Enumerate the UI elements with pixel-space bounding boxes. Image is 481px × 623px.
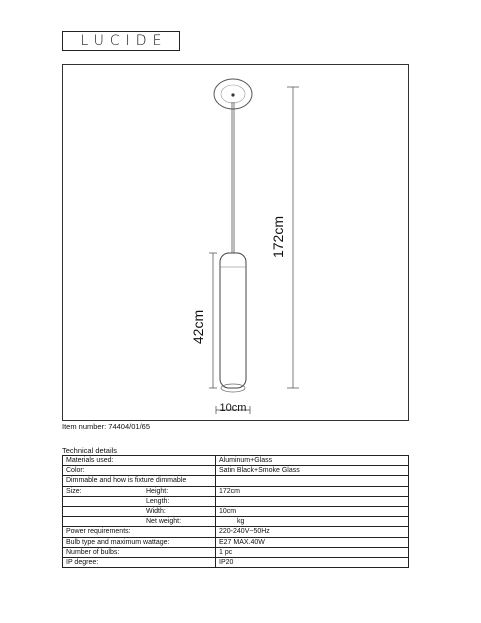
diameter-label: 10cm — [219, 402, 247, 414]
width-cell — [63, 506, 216, 516]
ip-label: IP degree: — [63, 557, 216, 567]
product-drawing — [62, 64, 409, 421]
table-row — [63, 557, 409, 567]
table-row — [63, 486, 409, 496]
table-row — [63, 547, 409, 557]
weight-value: kg — [216, 517, 409, 527]
item-number-label: Item number: — [62, 422, 107, 431]
ip-value: IP20 — [216, 557, 409, 567]
table-row — [63, 456, 409, 466]
size-cell — [63, 486, 216, 496]
brand-logo-text: LUCIDE — [80, 33, 168, 49]
width-label: Width: — [146, 508, 166, 516]
table-row — [63, 517, 409, 527]
power-label: Power requirements: — [63, 527, 216, 537]
weight-cell — [63, 517, 216, 527]
brand-logo — [62, 31, 180, 51]
bulbs-count-value: 1 pc — [216, 547, 409, 557]
table-row — [63, 506, 409, 516]
total-height-label: 172cm — [270, 215, 286, 259]
dimmable-label: Dimmable and how is fixture dimmable — [63, 476, 216, 486]
shade-shape — [220, 253, 246, 388]
item-number — [62, 422, 150, 431]
materials-value: Aluminum+Glass — [216, 456, 409, 466]
table-row — [63, 476, 409, 486]
table-row — [63, 496, 409, 506]
dimmable-value — [216, 476, 409, 486]
height-value: 172cm — [216, 486, 409, 496]
bulbs-count-label: Number of bulbs: — [63, 547, 216, 557]
bulb-value: E27 MAX.40W — [216, 537, 409, 547]
materials-label: Materials used: — [63, 456, 216, 466]
technical-details-table — [62, 455, 409, 568]
height-label: Height: — [146, 487, 169, 495]
size-label: Size: — [66, 487, 82, 495]
shade-height-label: 42cm — [190, 309, 206, 345]
table-row — [63, 466, 409, 476]
length-cell — [63, 496, 216, 506]
color-value: Satin Black+Smoke Glass — [216, 466, 409, 476]
bulb-label: Bulb type and maximum wattage: — [63, 537, 216, 547]
color-label: Color: — [63, 466, 216, 476]
item-number-value: 74404/01/65 — [108, 422, 150, 431]
length-label: Length: — [146, 497, 170, 505]
weight-label: Net weight: — [146, 518, 182, 526]
width-value: 10cm — [216, 506, 409, 516]
length-value — [216, 496, 409, 506]
table-row — [63, 537, 409, 547]
power-value: 220-240V~50Hz — [216, 527, 409, 537]
pendant-lamp-drawing — [63, 65, 410, 422]
technical-details-title: Technical details — [62, 446, 118, 455]
table-row — [63, 527, 409, 537]
